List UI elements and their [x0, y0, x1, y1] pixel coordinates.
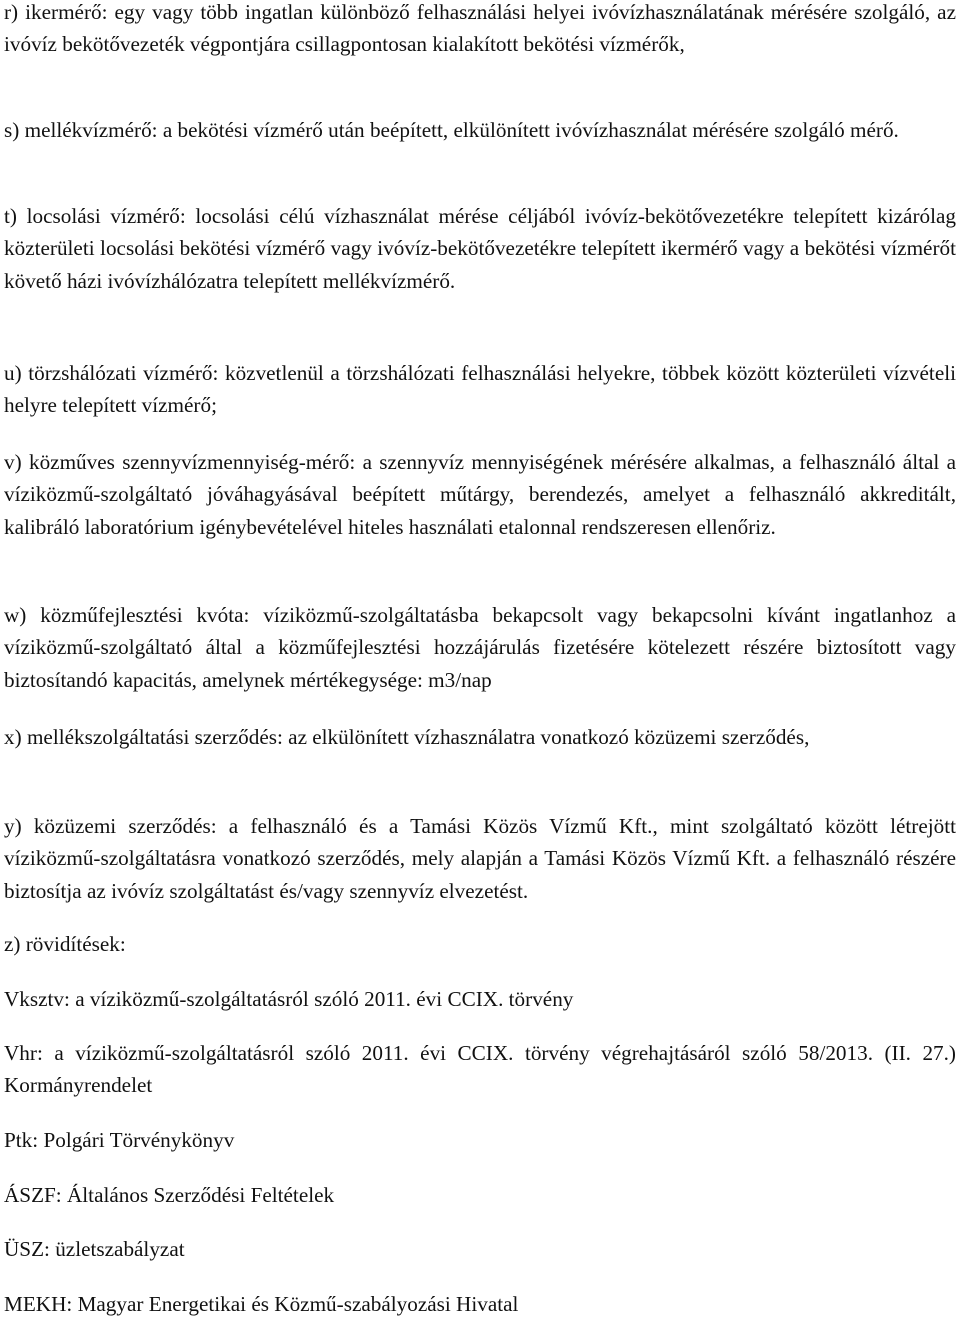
abbreviation-mekh: MEKH: Magyar Energetikai és Közmű-szabályozási Hivatal	[4, 1292, 519, 1316]
definition-t: t) locsolási vízmérő: locsolási célú vízhasználat mérése céljából ivóvíz-bekötővezetékre telepített kizárólag közterületi locsolási bekötési vízmérő vagy ivóvíz-bekötővezetékre telepített ikermérő vagy a bekötési vízmérőt követő házi ivóvízhálózatra telepített mellékvízmérő.	[4, 204, 956, 293]
abbreviation-usz: ÜSZ: üzletszabályzat	[4, 1237, 185, 1261]
definition-y: y) közüzemi szerződés: a felhasználó és a Tamási Közös Vízmű Kft., mint szolgáltató között létrejött víziközmű-szolgáltatásra vonatkozó szerződés, mely alapján a Tamási Közös Vízmű Kft. a felhasználó részére biztosítja az ivóvíz szolgáltatást és/vagy szennyvíz elvezetést.	[4, 814, 956, 903]
definition-v: v) közműves szennyvízmennyiség-mérő: a szennyvíz mennyiségének mérésére alkalmas, a felhasználó által a víziközmű-szolgáltató jóváhagyásával beépített műtárgy, berendezés, amelyet a felhasználó akkreditált, kalibráló laboratórium igénybevételével hiteles használati etalonnal rendszeresen ellenőriz.	[4, 450, 956, 539]
definition-r: r) ikermérő: egy vagy több ingatlan különböző felhasználási helyei ivóvízhasználatának mérésére szolgáló, az ivóvíz bekötővezeték végpontjára csillagpontosan kialakított bekötési vízmérők,	[4, 0, 956, 57]
definition-u: u) törzshálózati vízmérő: közvetlenül a törzshálózati felhasználási helyekre, többek között közterületi vízvételi helyre telepített vízmérő;	[4, 361, 956, 418]
abbreviation-ptk: Ptk: Polgári Törvénykönyv	[4, 1128, 235, 1152]
abbreviation-vksztv: Vksztv: a víziközmű-szolgáltatásról szóló 2011. évi CCIX. törvény	[4, 987, 574, 1011]
definition-z-heading: z) rövidítések:	[4, 932, 126, 956]
abbreviation-vhr: Vhr: a víziközmű-szolgáltatásról szóló 2011. évi CCIX. törvény végrehajtásáról szóló 58/2013. (II. 27.) Kormányrendelet	[4, 1041, 956, 1098]
definition-x: x) mellékszolgáltatási szerződés: az elkülönített vízhasználatra vonatkozó közüzemi szerződés,	[4, 725, 810, 749]
definition-w: w) közműfejlesztési kvóta: víziközmű-szolgáltatásba bekapcsolt vagy bekapcsolni kívánt ingatlanhoz a víziközmű-szolgáltató által a közműfejlesztési hozzájárulás fizetésére kötelezett részére biztosított vagy biztosítandó kapacitás, amelynek mértékegysége: m3/nap	[4, 603, 956, 692]
definition-s: s) mellékvízmérő: a bekötési vízmérő után beépített, elkülönített ivóvízhasználat mérésére szolgáló mérő.	[4, 118, 899, 142]
abbreviation-aszf: ÁSZF: Általános Szerződési Feltételek	[4, 1183, 335, 1207]
